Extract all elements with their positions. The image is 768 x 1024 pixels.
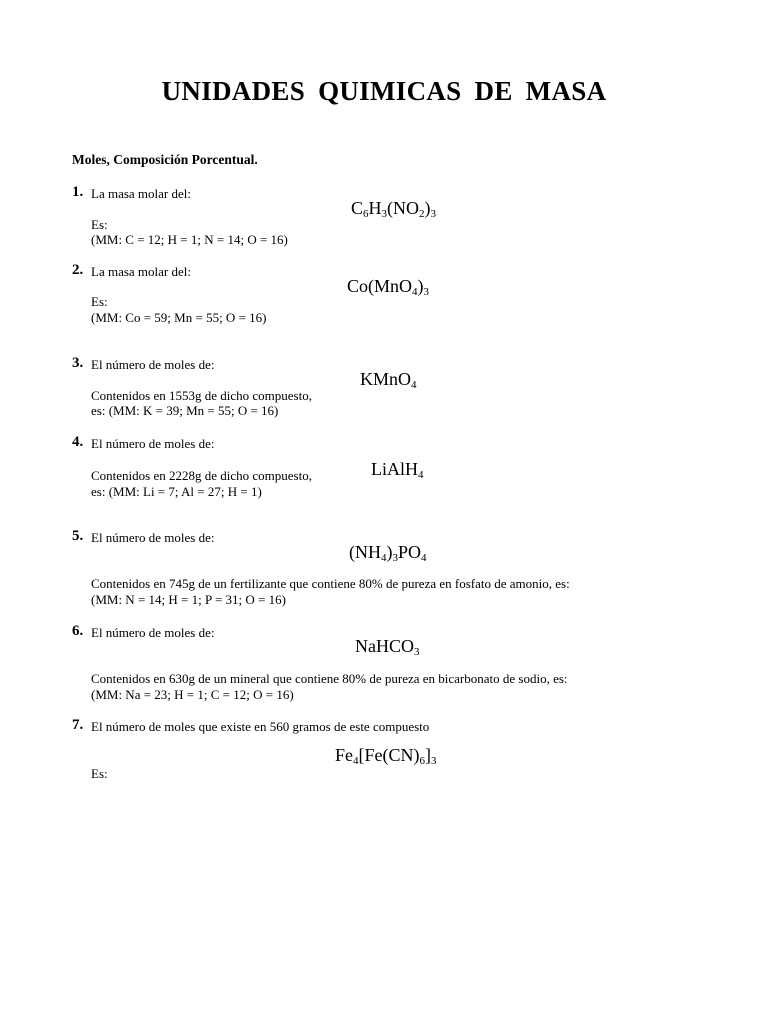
problem-2-prompt: La masa molar del: — [91, 264, 191, 279]
problem-5-line1: Contenidos en 745g de un fertilizante que contiene 80% de pureza en fosfato de amonio, es: — [91, 576, 570, 591]
problem-4-prompt: El número de moles de: — [91, 436, 215, 451]
problem-4-formula: LiAlH$_4$ — [371, 459, 424, 481]
problem-1-es: Es: — [91, 217, 108, 232]
problem-7-number: 7. — [72, 717, 84, 733]
problem-3-prompt: El número de moles de: — [91, 357, 215, 372]
problem-3-line2: es: (MM: K = 39; Mn = 55; O = 16) — [91, 403, 279, 418]
problem-1-number: 1. — [72, 184, 84, 200]
problem-1-mm: (MM: C = 12; H = 1; N = 14; O = 16) — [91, 232, 288, 247]
problem-5-line2: (MM: N = 14; H = 1; P = 31; O = 16) — [91, 592, 286, 607]
section-subtitle: Moles, Composición Porcentual. — [72, 152, 258, 167]
problem-2-mm: (MM: Co = 59; Mn = 55; O = 16) — [91, 310, 267, 325]
problem-2-formula: $Co(MnO_4)_3$ — [347, 276, 430, 298]
problem-5-formula: $(NH_4)_3PO_4$ — [349, 542, 427, 564]
problem-1-formula: $C_6H_3(NO_2)_3$ — [351, 198, 437, 220]
problem-6-line2: (MM: Na = 23; H = 1; C = 12; O = 16) — [91, 687, 294, 702]
problem-5-prompt: El número de moles de: — [91, 530, 215, 545]
problem-4-line2: es: (MM: Li = 7; Al = 27; H = 1) — [91, 484, 262, 499]
problem-5-number: 5. — [72, 528, 84, 544]
problem-3-number: 3. — [72, 355, 84, 371]
problem-7-formula: $Fe_4[Fe(CN)_6]_3$ — [335, 745, 437, 767]
problem-3-formula: KMnO$_4$ — [360, 369, 417, 391]
problem-3-line1: Contenidos en 1553g de dicho compuesto, — [91, 388, 312, 403]
problem-2-number: 2. — [72, 262, 84, 278]
problem-7-prompt: El número de moles que existe en 560 gramos de este compuesto — [91, 719, 430, 734]
problem-1-prompt: La masa molar del: — [91, 186, 191, 201]
problem-7-es: Es: — [91, 766, 108, 781]
problem-6-line1: Contenidos en 630g de un mineral que contiene 80% de pureza en bicarbonato de sodio, es: — [91, 671, 568, 686]
problem-4-number: 4. — [72, 434, 84, 450]
problem-4-line1: Contenidos en 2228g de dicho compuesto, — [91, 468, 312, 483]
problem-6-formula: NaHCO$_3$ — [355, 636, 420, 658]
problem-6-prompt: El número de moles de: — [91, 625, 215, 640]
problem-6-number: 6. — [72, 623, 84, 639]
problem-2-es: Es: — [91, 294, 108, 309]
page-title: UNIDADES QUIMICAS DE MASA — [161, 76, 607, 106]
